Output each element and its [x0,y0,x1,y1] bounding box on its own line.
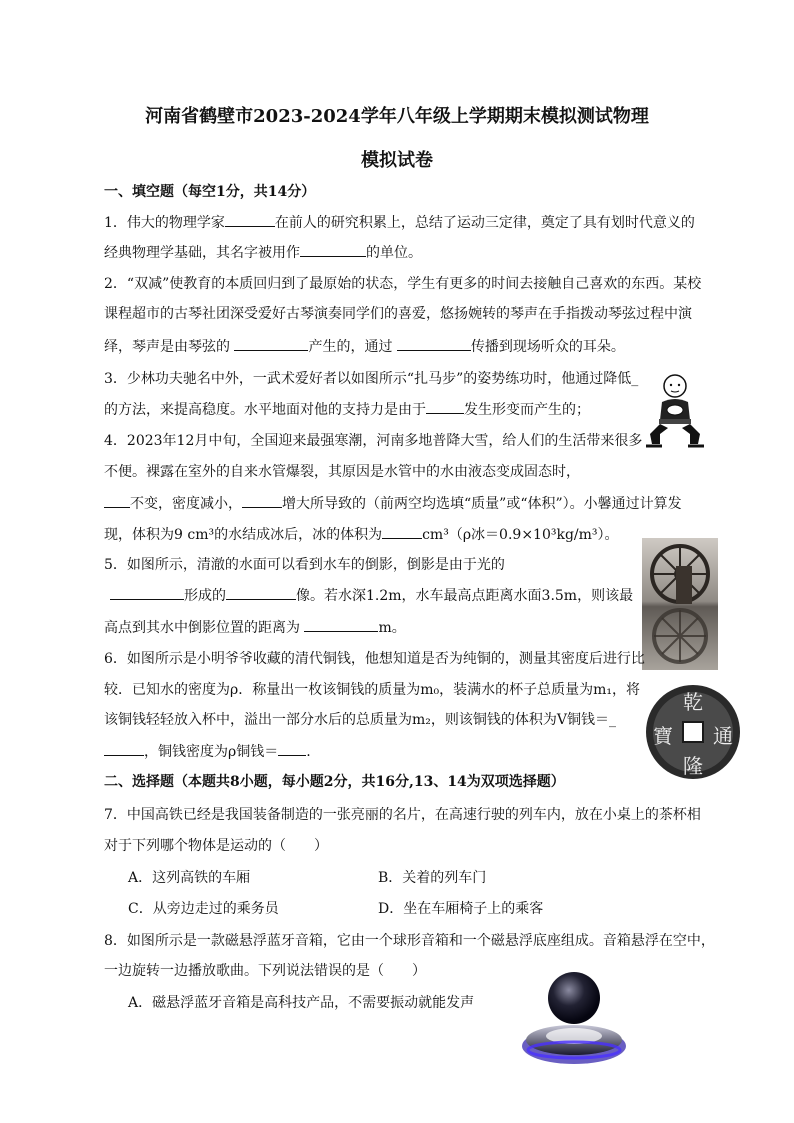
blank[interactable] [110,586,184,600]
q5-line3: 高点到其水中倒影位置的距离为 m。 [104,620,406,636]
title-line-2: 模拟试卷 [361,150,433,171]
coin-char-bottom: 隆 [683,754,703,778]
q6-line4: ，铜钱密度为ρ铜钱＝ . [104,742,311,761]
blank[interactable] [300,243,366,257]
blank[interactable] [278,742,306,756]
q7-option-d[interactable]: D．坐在车厢椅子上的乘客 [378,901,544,917]
q4-line3: 不变，密度减小， 增大所导致的（前两空均选填“质量”或“体积”）。小馨通过计算发 [104,494,682,513]
q7-line1: 7．中国高铁已经是我国装备制造的一张亮丽的名片，在高速行驶的列车内，放在小桌上的茶杯相 [104,807,701,823]
title-line-1: 河南省鹤壁市2023-2024学年八年级上学期期末模拟测试物理 [145,106,649,127]
kungfu-horse-stance-figure [644,372,706,452]
q4-line2: 不便。裸露在室外的自来水管爆裂，其原因是水管中的水由液态变成固态时， [104,464,580,480]
q3-line1: 3．少林功夫驰名中外，一武术爱好者以如图所示“扎马步”的姿势练功时，他通过降低_ [104,371,639,387]
section-choice: 二、选择题（本题共8小题，每小题2分，共16分,13、14为双项选择题） [104,774,565,790]
blank[interactable] [104,742,144,756]
water-wheel-photo [642,538,718,670]
blank[interactable] [234,337,308,351]
q6-line3: 该铜钱轻轻放入杯中，溢出一部分水后的总质量为m₂，则该铜钱的体积为V铜钱＝_ [104,712,616,728]
blank[interactable] [426,400,464,414]
q2-line1: 2．“双减”使教育的本质回归到了最原始的状态，学生有更多的时间去接触自己喜欢的东西。某校 [104,276,702,292]
blank[interactable] [304,618,378,632]
q1-line2: 经典物理学基础，其名字被用作 的单位。 [104,245,422,261]
q5-line1: 5．如图所示，清澈的水面可以看到水车的倒影，倒影是由于光的 [104,557,505,573]
q7-line2: 对于下列哪个物体是运动的（ ） [104,838,328,854]
blank[interactable] [382,525,422,539]
blank[interactable] [242,494,282,508]
coin-char-top: 乾 [683,690,703,714]
q5-line2: 形成的 像。若水深1.2m，水车最高点距离水面3.5m，则该最 [104,586,633,605]
q8-line2: 一边旋转一边播放歌曲。下列说法错误的是（ ） [104,963,426,979]
q8-option-a[interactable]: A．磁悬浮蓝牙音箱是高科技产品，不需要振动就能发声 [128,995,475,1011]
blank[interactable] [226,586,296,600]
coin-char-left: 寶 [653,724,673,748]
q7-option-b[interactable]: B．关着的列车门 [378,870,487,886]
blank[interactable] [104,494,130,508]
q4-line1: 4．2023年12月中旬，全国迎来最强寒潮，河南多地普降大雪，给人们的生活带来很多 [104,433,643,449]
q7-option-a[interactable]: A．这列高铁的车厢 [128,870,251,886]
blank[interactable] [225,213,275,227]
q2-line3: 绎，琴声是由琴弦的 产生的，通过 传播到现场听众的耳朵。 [104,339,625,355]
coin-char-right: 通 [713,724,733,748]
maglev-speaker-photo [518,962,630,1074]
section-fill-blank: 一、填空题（每空1分，共14分） [104,184,316,200]
q2-line2: 课程超市的古琴社团深受爱好古琴演奏同学们的喜爱，悠扬婉转的琴声在手指拨动琴弦过程中演 [104,306,692,322]
blank[interactable] [397,337,471,351]
q4-line4: 现，体积为9 cm³的水结成冰后，冰的体积为 cm³（ρ冰＝0.9×10³kg/m³）。 [104,527,619,543]
q7-option-c[interactable]: C．从旁边走过的乘务员 [128,901,279,917]
q6-line2: 较．已知水的密度为ρ．称量出一枚该铜钱的质量为m₀，装满水的杯子总质量为m₁，将 [104,682,641,698]
q1-line1: 1．伟大的物理学家 在前人的研究积累上，总结了运动三定律，奠定了具有划时代意义的 [104,215,695,231]
q3-line2: 的方法，来提高稳度。水平地面对他的支持力是由于 发生形变而产生的； [104,402,590,418]
q8-line1: 8．如图所示是一款磁悬浮蓝牙音箱，它由一个球形音箱和一个磁悬浮底座组成。音箱悬浮在空中， [104,933,715,949]
qing-coin-photo [642,682,744,782]
q6-line1: 6．如图所示是小明爷爷收藏的清代铜钱，他想知道是否为纯铜的，测量其密度后进行比 [104,651,645,667]
